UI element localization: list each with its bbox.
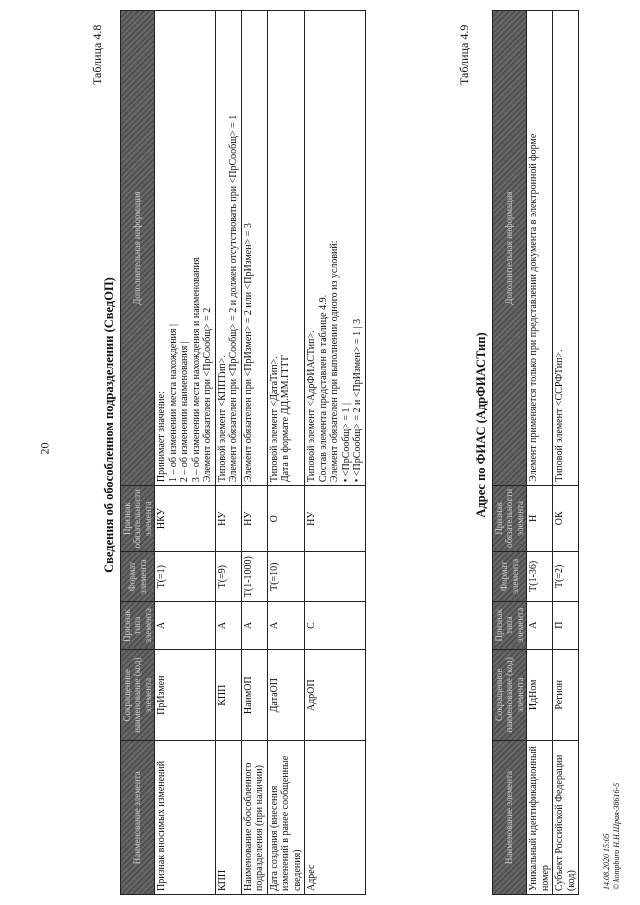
table-4-8-label: Таблица 4.8 <box>90 24 104 85</box>
info-line: • <ПрСообщ> = 1 | <box>340 403 352 483</box>
cell-format: Т(1-1000) <box>241 552 267 602</box>
cell-req: О <box>267 486 305 552</box>
info-line: Типовой элемент <КППТип>. <box>216 355 228 483</box>
cell-type: А <box>241 602 267 650</box>
info-line: Элемент обязателен при выполнении одного из условий: <box>329 240 341 483</box>
header-cell: Признак типа элемента <box>493 601 527 649</box>
footer-note-line: 14.08.2020 15:05 <box>602 833 611 890</box>
info-line: 2 – об изменении наименования | <box>179 341 191 483</box>
cell-code: КПП <box>215 650 241 741</box>
cell-code: АдрОП <box>305 650 366 741</box>
cell-name: Уникальный идентификационный номер <box>527 741 553 895</box>
cell-info <box>241 11 267 486</box>
cell-req: Н <box>527 485 553 551</box>
header-cell: Наименование элемента <box>121 741 155 895</box>
table-4-9-title: Адрес по ФИАС (АдрФИАСТип) <box>474 332 488 518</box>
table-row <box>553 11 579 895</box>
info-line: Типовой элемент <АдрФИАСТип>. <box>306 330 318 483</box>
cell-format: Т(=9) <box>215 552 241 602</box>
cell-format: Т(1-36) <box>527 551 553 601</box>
table-4-9-label: Таблица 4.9 <box>457 24 471 85</box>
header-cell: Формат элемента <box>121 552 155 602</box>
cell-req: НУ <box>305 486 366 552</box>
footer-note-line: © kompburo Н.Н.Шрая-38616-5 <box>611 782 621 890</box>
info-line: Элемент обязателен при <ПрИзмен> = 2 или <ПрИзмен> = 3 <box>242 223 254 483</box>
cell-req: НУ <box>241 486 267 552</box>
cell-code: ДатаОП <box>267 650 305 741</box>
cell-name: КПП <box>215 741 241 895</box>
table-row <box>527 11 553 895</box>
info-line: Типовой элемент <ДатаТип>. <box>268 356 280 483</box>
header-cell: Признак обязательности элемента <box>121 486 155 552</box>
info-line: Состав элемента представлен в таблице 4.9. <box>317 294 329 483</box>
cell-format: Т(=10) <box>267 552 305 602</box>
table-row <box>305 11 366 895</box>
cell-name: Адрес <box>305 741 366 895</box>
header-cell: Сокращенное наименование (код) элемента <box>493 649 527 740</box>
table-row <box>241 11 267 895</box>
cell-req: НУ <box>215 486 241 552</box>
info-line: Элемент обязателен при <ПрСообщ> = 2 <box>202 307 214 483</box>
cell-code: ИдНом <box>527 649 553 740</box>
info-line: • <ПрСообщ> = 2 и <ПрИзмен> = 1 | 3 <box>352 318 364 483</box>
info-line: Дата в формате ДД.ММ.ГГГГ <box>280 354 292 483</box>
header-cell: Дополнительная информация <box>493 11 527 486</box>
cell-name: Признак вносимых изменений <box>155 741 216 895</box>
cell-info <box>305 11 366 486</box>
cell-format: Т(=1) <box>155 552 216 602</box>
header-cell: Наименование элемента <box>493 741 527 895</box>
cell-info <box>527 11 553 486</box>
cell-name: Дата создания (внесения изменений в ранее сообщенные сведения) <box>267 741 305 895</box>
cell-info <box>155 11 216 486</box>
rotated-page-content <box>82 5 640 900</box>
cell-type: А <box>527 601 553 649</box>
cell-info <box>553 11 579 486</box>
cell-code: Регион <box>553 649 579 740</box>
cell-req: НКУ <box>155 486 216 552</box>
info-line: 1 – об изменении места нахождения | <box>167 323 179 483</box>
cell-type: П <box>553 601 579 649</box>
table-4-9 <box>492 10 579 895</box>
info-line: Принимает значение: <box>156 391 168 483</box>
table-row <box>215 11 241 895</box>
cell-type: А <box>215 602 241 650</box>
header-cell: Дополнительная информация <box>121 11 155 486</box>
info-line: Элемент обязателен при <ПрСообщ> = 2 и должен отсутствовать при <ПрСообщ> = 1 <box>228 114 240 483</box>
cell-name: Наименование обособленного подразделения (при наличии) <box>241 741 267 895</box>
info-line: 3 – об изменении места нахождения и наименования <box>190 257 202 483</box>
cell-info <box>215 11 241 486</box>
header-cell: Сокращенное наименование (код) элемента <box>121 650 155 741</box>
cell-format <box>305 552 366 602</box>
cell-code: НаимОП <box>241 650 267 741</box>
cell-req: ОК <box>553 485 579 551</box>
cell-info <box>267 11 305 486</box>
header-cell: Формат элемента <box>493 551 527 601</box>
cell-type: А <box>155 602 216 650</box>
cell-name: Субъект Российской Федерации (код) <box>553 741 579 895</box>
table-row <box>155 11 216 895</box>
footer-note <box>602 783 621 890</box>
info-line: Элемент применяется только при представлении документа в электронной форме <box>528 133 540 482</box>
info-line: Типовой элемент <ССРФТип>. <box>554 349 566 482</box>
cell-type: С <box>305 602 366 650</box>
header-cell: Признак обязательности элемента <box>493 485 527 551</box>
header-cell: Признак типа элемента <box>121 602 155 650</box>
page-number: 20 <box>37 442 52 455</box>
table-4-8-title: Сведения об обособленном подразделении (СведОП) <box>102 277 116 573</box>
cell-code: ПрИзмен <box>155 650 216 741</box>
table-row <box>267 11 305 895</box>
cell-type: А <box>267 602 305 650</box>
cell-format: Т(=2) <box>553 551 579 601</box>
table-4-8 <box>120 10 366 895</box>
